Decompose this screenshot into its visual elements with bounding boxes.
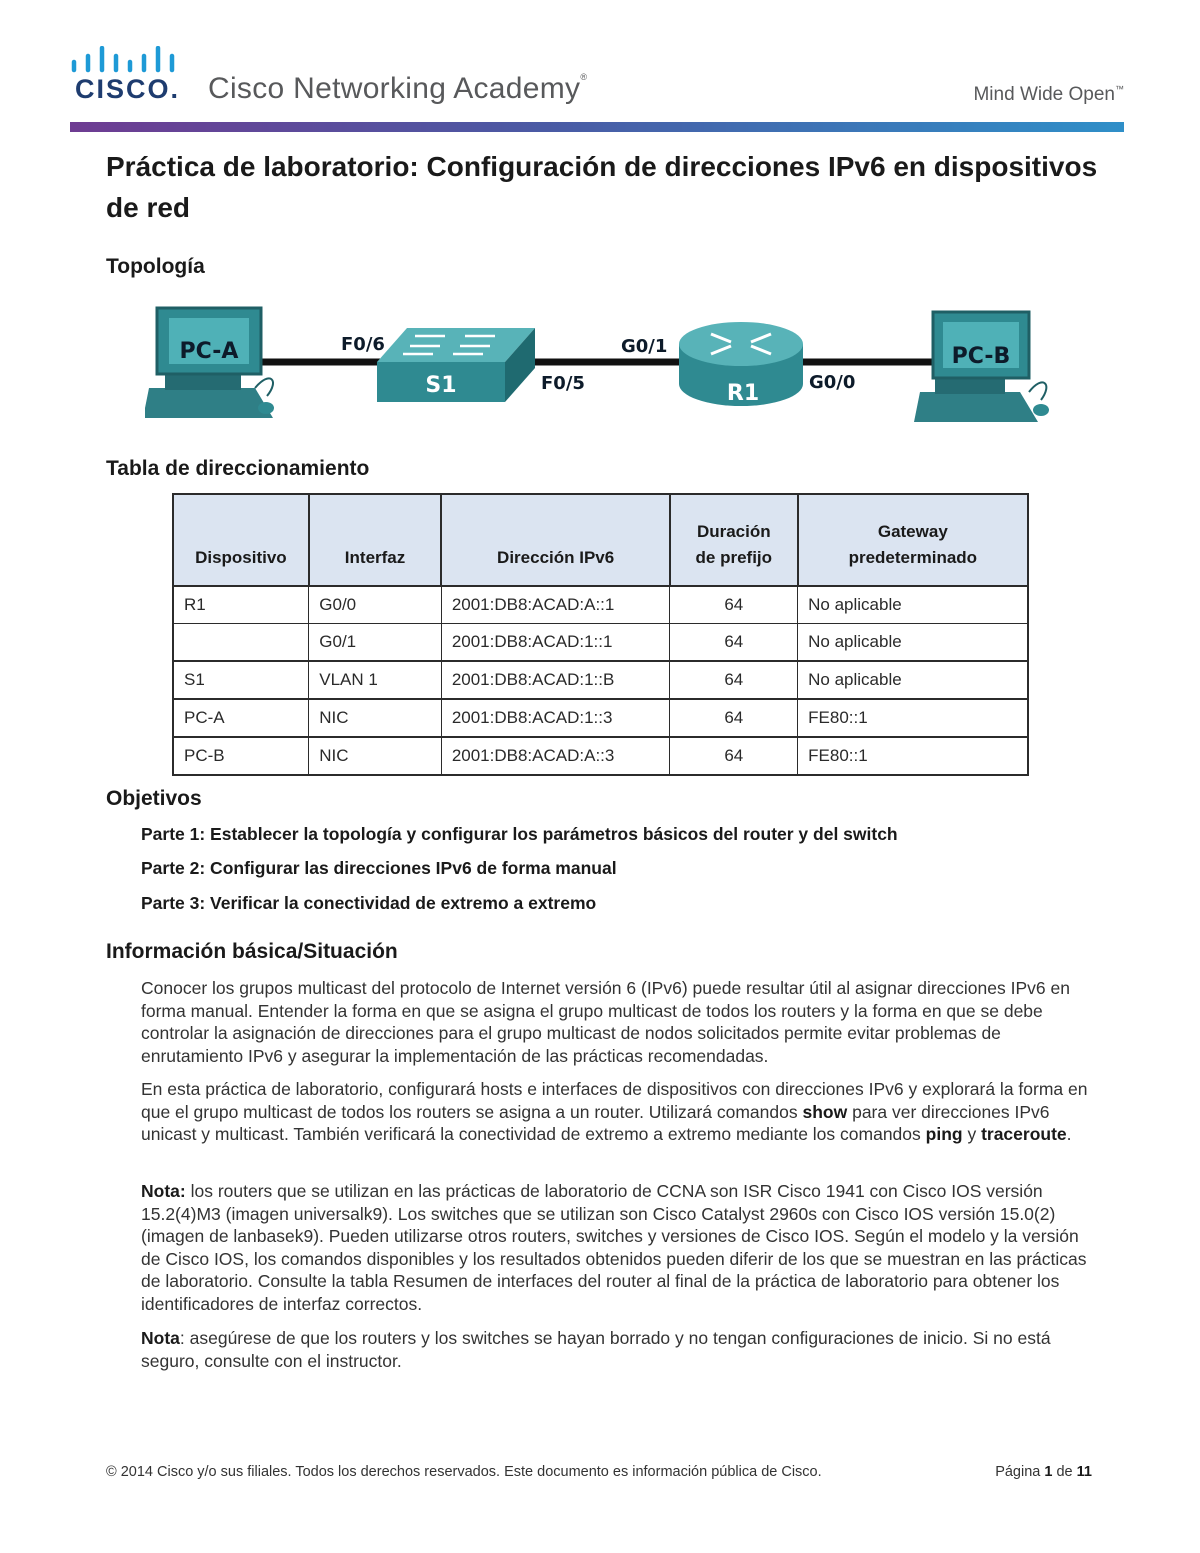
- footer-page-number: Página 1 de 11: [995, 1464, 1092, 1480]
- table-row: PC-A NIC 2001:DB8:ACAD:1::3 64 FE80::1: [173, 699, 1028, 737]
- pc-a-label: PC-A: [179, 339, 239, 364]
- col-header-ipv6-address: Dirección IPv6: [441, 494, 670, 586]
- port-f05-label: F0/5: [541, 373, 585, 394]
- background-paragraph-1: Conocer los grupos multicast del protocolo de Internet versión 6 (IPv6) puede resultar útil al asignar direcciones IPv6 en forma manual. Entender la forma en que se asigna el grupo multicast de todos los routers y la forma en que se debe controlar la asignación de direcciones para el grupo multicast de nodos solicitados permite evitar problemas de enrutamiento IPv6 y asegurar la implementación de las prácticas recomendadas.: [141, 978, 1070, 1066]
- command-traceroute: traceroute: [981, 1124, 1067, 1145]
- port-f06-label: F0/6: [341, 334, 385, 355]
- footer-copyright: © 2014 Cisco y/o sus filiales. Todos los derechos reservados. Este documento es información pública de Cisco.: [106, 1464, 822, 1480]
- topology-diagram: [145, 300, 1060, 430]
- table-row: G0/1 2001:DB8:ACAD:1::1 64 No aplicable: [173, 624, 1028, 662]
- objective-part-3: Parte 3: Verificar la conectividad de extremo a extremo: [141, 893, 597, 913]
- col-header-device: Dispositivo: [173, 494, 309, 586]
- pc-b-label: PC-B: [951, 344, 1011, 369]
- col-header-default-gateway: Gateway predeterminado: [798, 494, 1028, 586]
- note-label: Nota: [141, 1328, 180, 1348]
- background-paragraph-2: En esta práctica de laboratorio, configurará hosts e interfaces de dispositivos con direcciones IPv6 y explorará la forma en que el grupo multicast de todos los routers se asigna a un router. Utilizará comandos show para ver direcciones IPv6 unicast y multicast. También verificará la conectividad de extremo a extremo mediante los comandos ping y traceroute.: [141, 1079, 1088, 1145]
- heading-topology: Topología: [106, 255, 205, 278]
- note-paragraph-2: Nota: asegúrese de que los routers y los switches se hayan borrado y no tengan configuraciones de inicio. Si no está seguro, consulte con el instructor.: [141, 1328, 1051, 1371]
- note-label: Nota:: [141, 1181, 186, 1201]
- port-g01-label: G0/1: [621, 336, 668, 357]
- academy-title: Cisco Networking Academy®: [208, 72, 588, 105]
- header-gradient-bar: [70, 122, 1124, 132]
- table-row: S1 VLAN 1 2001:DB8:ACAD:1::B 64 No aplicable: [173, 661, 1028, 699]
- heading-objectives: Objetivos: [106, 787, 202, 810]
- table-row: R1 G0/0 2001:DB8:ACAD:A::1 64 No aplicable: [173, 586, 1028, 624]
- switch-s1-label: S1: [425, 373, 457, 398]
- command-ping: ping: [925, 1124, 963, 1145]
- page-title: Práctica de laboratorio: Configuración de direcciones IPv6 en dispositivos de red: [106, 151, 1098, 223]
- objective-part-1: Parte 1: Establecer la topología y configurar los parámetros básicos del router y del switch: [141, 824, 898, 844]
- tagline: Mind Wide Open™: [973, 84, 1124, 105]
- cisco-logo-bars-icon: [70, 46, 180, 74]
- table-header-row: [173, 494, 1028, 586]
- router-r1-label: R1: [726, 381, 760, 406]
- col-header-prefix-length: Duración de prefijo: [670, 494, 798, 586]
- note-paragraph-1: Nota: los routers que se utilizan en las prácticas de laboratorio de CCNA son ISR Cisco 1941 con Cisco IOS versión 15.2(4)M3 (imagen universalk9). Los switches que se utilizan son Cisco Catalyst 2960s con Cisco IOS versión 15.0(2) (imagen de lanbasek9). Pueden utilizarse otros routers, switches y versiones de Cisco IOS. Según el modelo y la versión de Cisco IOS, los comandos disponibles y los resultados obtenidos pueden diferir de los que se muestran en las prácticas de laboratorio. Consulte la tabla Resumen de interfaces del router al final de la práctica de laboratorio para obtener los identificadores de interfaz correctos.: [141, 1181, 1087, 1314]
- port-g00-label: G0/0: [809, 372, 856, 393]
- objective-part-2: Parte 2: Configurar las direcciones IPv6 de forma manual: [141, 858, 617, 878]
- cisco-logo-word: CISCO.: [75, 74, 181, 104]
- heading-addressing-table: Tabla de direccionamiento: [106, 457, 370, 480]
- heading-background: Información básica/Situación: [106, 940, 398, 963]
- command-show: show: [802, 1101, 848, 1122]
- table-row: PC-B NIC 2001:DB8:ACAD:A::3 64 FE80::1: [173, 737, 1028, 775]
- col-header-interface: Interfaz: [309, 494, 442, 586]
- addressing-table: [172, 493, 1029, 776]
